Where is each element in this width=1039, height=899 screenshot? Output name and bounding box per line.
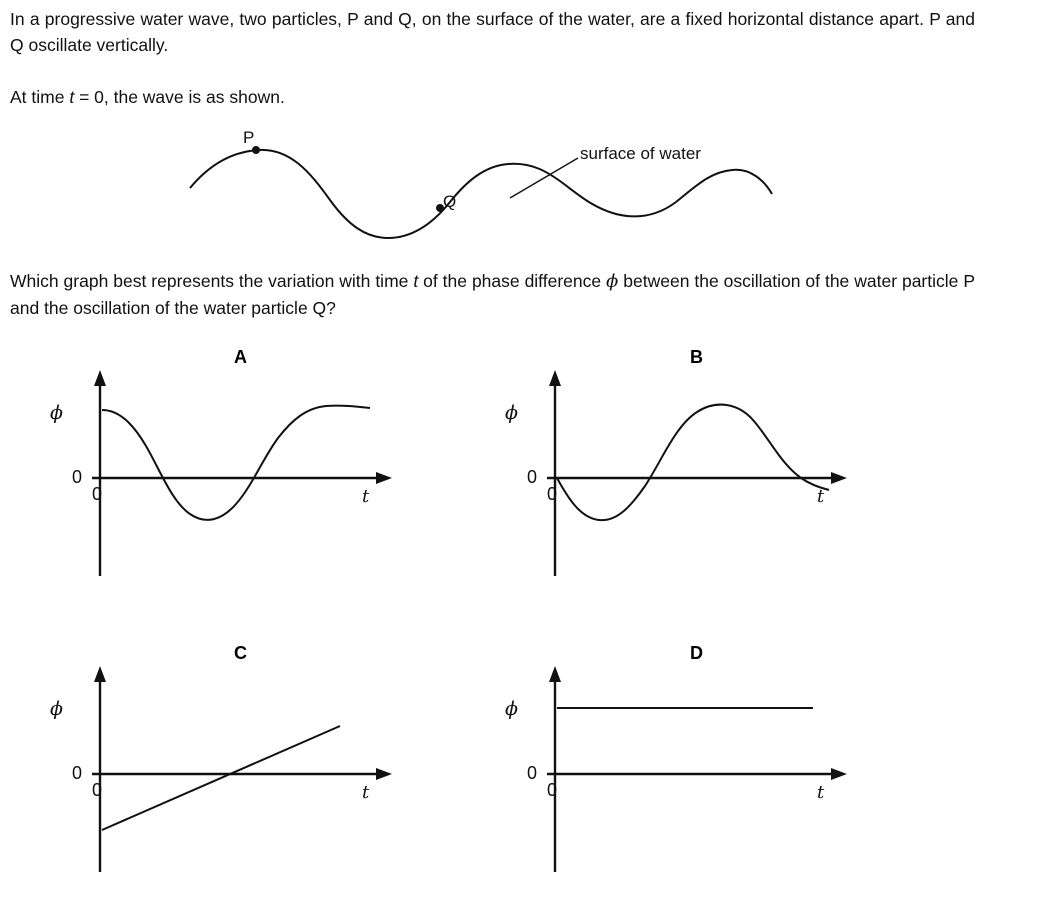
graph-a-curve (102, 406, 370, 520)
question-stem-1: In a progressive water wave, two particles, P and Q, on the surface of the water, are a fixed horizontal distance apart. P and Q oscillate vertically. (10, 9, 975, 55)
graph-b-y-axis-label: ϕ (505, 402, 518, 424)
option-letter-a: A (234, 347, 247, 367)
option-letter-b: B (690, 347, 703, 367)
graph-c-origin-label: 0 (92, 780, 103, 800)
particle-q-label: Q (443, 192, 457, 211)
option-graph-a[interactable] (40, 368, 440, 598)
stem-2-variable-t: t (69, 87, 75, 107)
graph-b-zero-tick: 0 (527, 467, 538, 487)
graph-b-curve (557, 405, 829, 521)
graph-c-zero-tick: 0 (72, 763, 83, 783)
option-letter-c: C (234, 643, 247, 663)
graph-c-x-axis-label: t (362, 782, 370, 803)
graph-a-x-axis-label: t (362, 486, 370, 507)
graph-a-zero-tick: 0 (72, 467, 83, 487)
graph-c-svg (40, 664, 440, 894)
stem-3-phi-symbol: ϕ (606, 271, 619, 292)
stem-2-post: = 0, the wave is as shown. (74, 87, 285, 107)
graph-c-y-axis-label: ϕ (50, 698, 63, 720)
option-graph-c[interactable] (40, 664, 440, 894)
surface-of-water-label: surface of water (580, 144, 701, 163)
stem-3-b: of the phase difference (418, 271, 607, 291)
option-graph-b[interactable] (495, 368, 895, 598)
wave-figure (150, 128, 790, 253)
stem-3-a: Which graph best represents the variation with time (10, 271, 414, 291)
stem-3-variable-t: t (413, 271, 419, 291)
graph-d-zero-tick: 0 (527, 763, 538, 783)
graph-d-x-axis-label: t (817, 782, 825, 803)
stem-2-pre: At time (10, 87, 70, 107)
graph-a-origin-label: 0 (92, 484, 103, 504)
graph-d-svg (495, 664, 895, 894)
graph-b-svg (495, 368, 895, 598)
question-stem-3 (10, 268, 975, 321)
graph-a-svg (40, 368, 440, 598)
graph-d-y-axis-label: ϕ (505, 698, 518, 720)
graph-c-line (102, 726, 340, 830)
stem-3-c: between the oscillation of the water particle P and the oscillation of the water particle Q? (10, 271, 975, 318)
graph-b-x-axis-label: t (817, 486, 825, 507)
graph-d-origin-label: 0 (547, 780, 558, 800)
option-letter-d: D (690, 643, 703, 663)
question-stem-2 (10, 84, 975, 110)
graph-b-origin-label: 0 (547, 484, 558, 504)
option-graph-d[interactable] (495, 664, 895, 894)
graph-a-y-axis-label: ϕ (50, 402, 63, 424)
particle-p-label: P (243, 128, 255, 147)
